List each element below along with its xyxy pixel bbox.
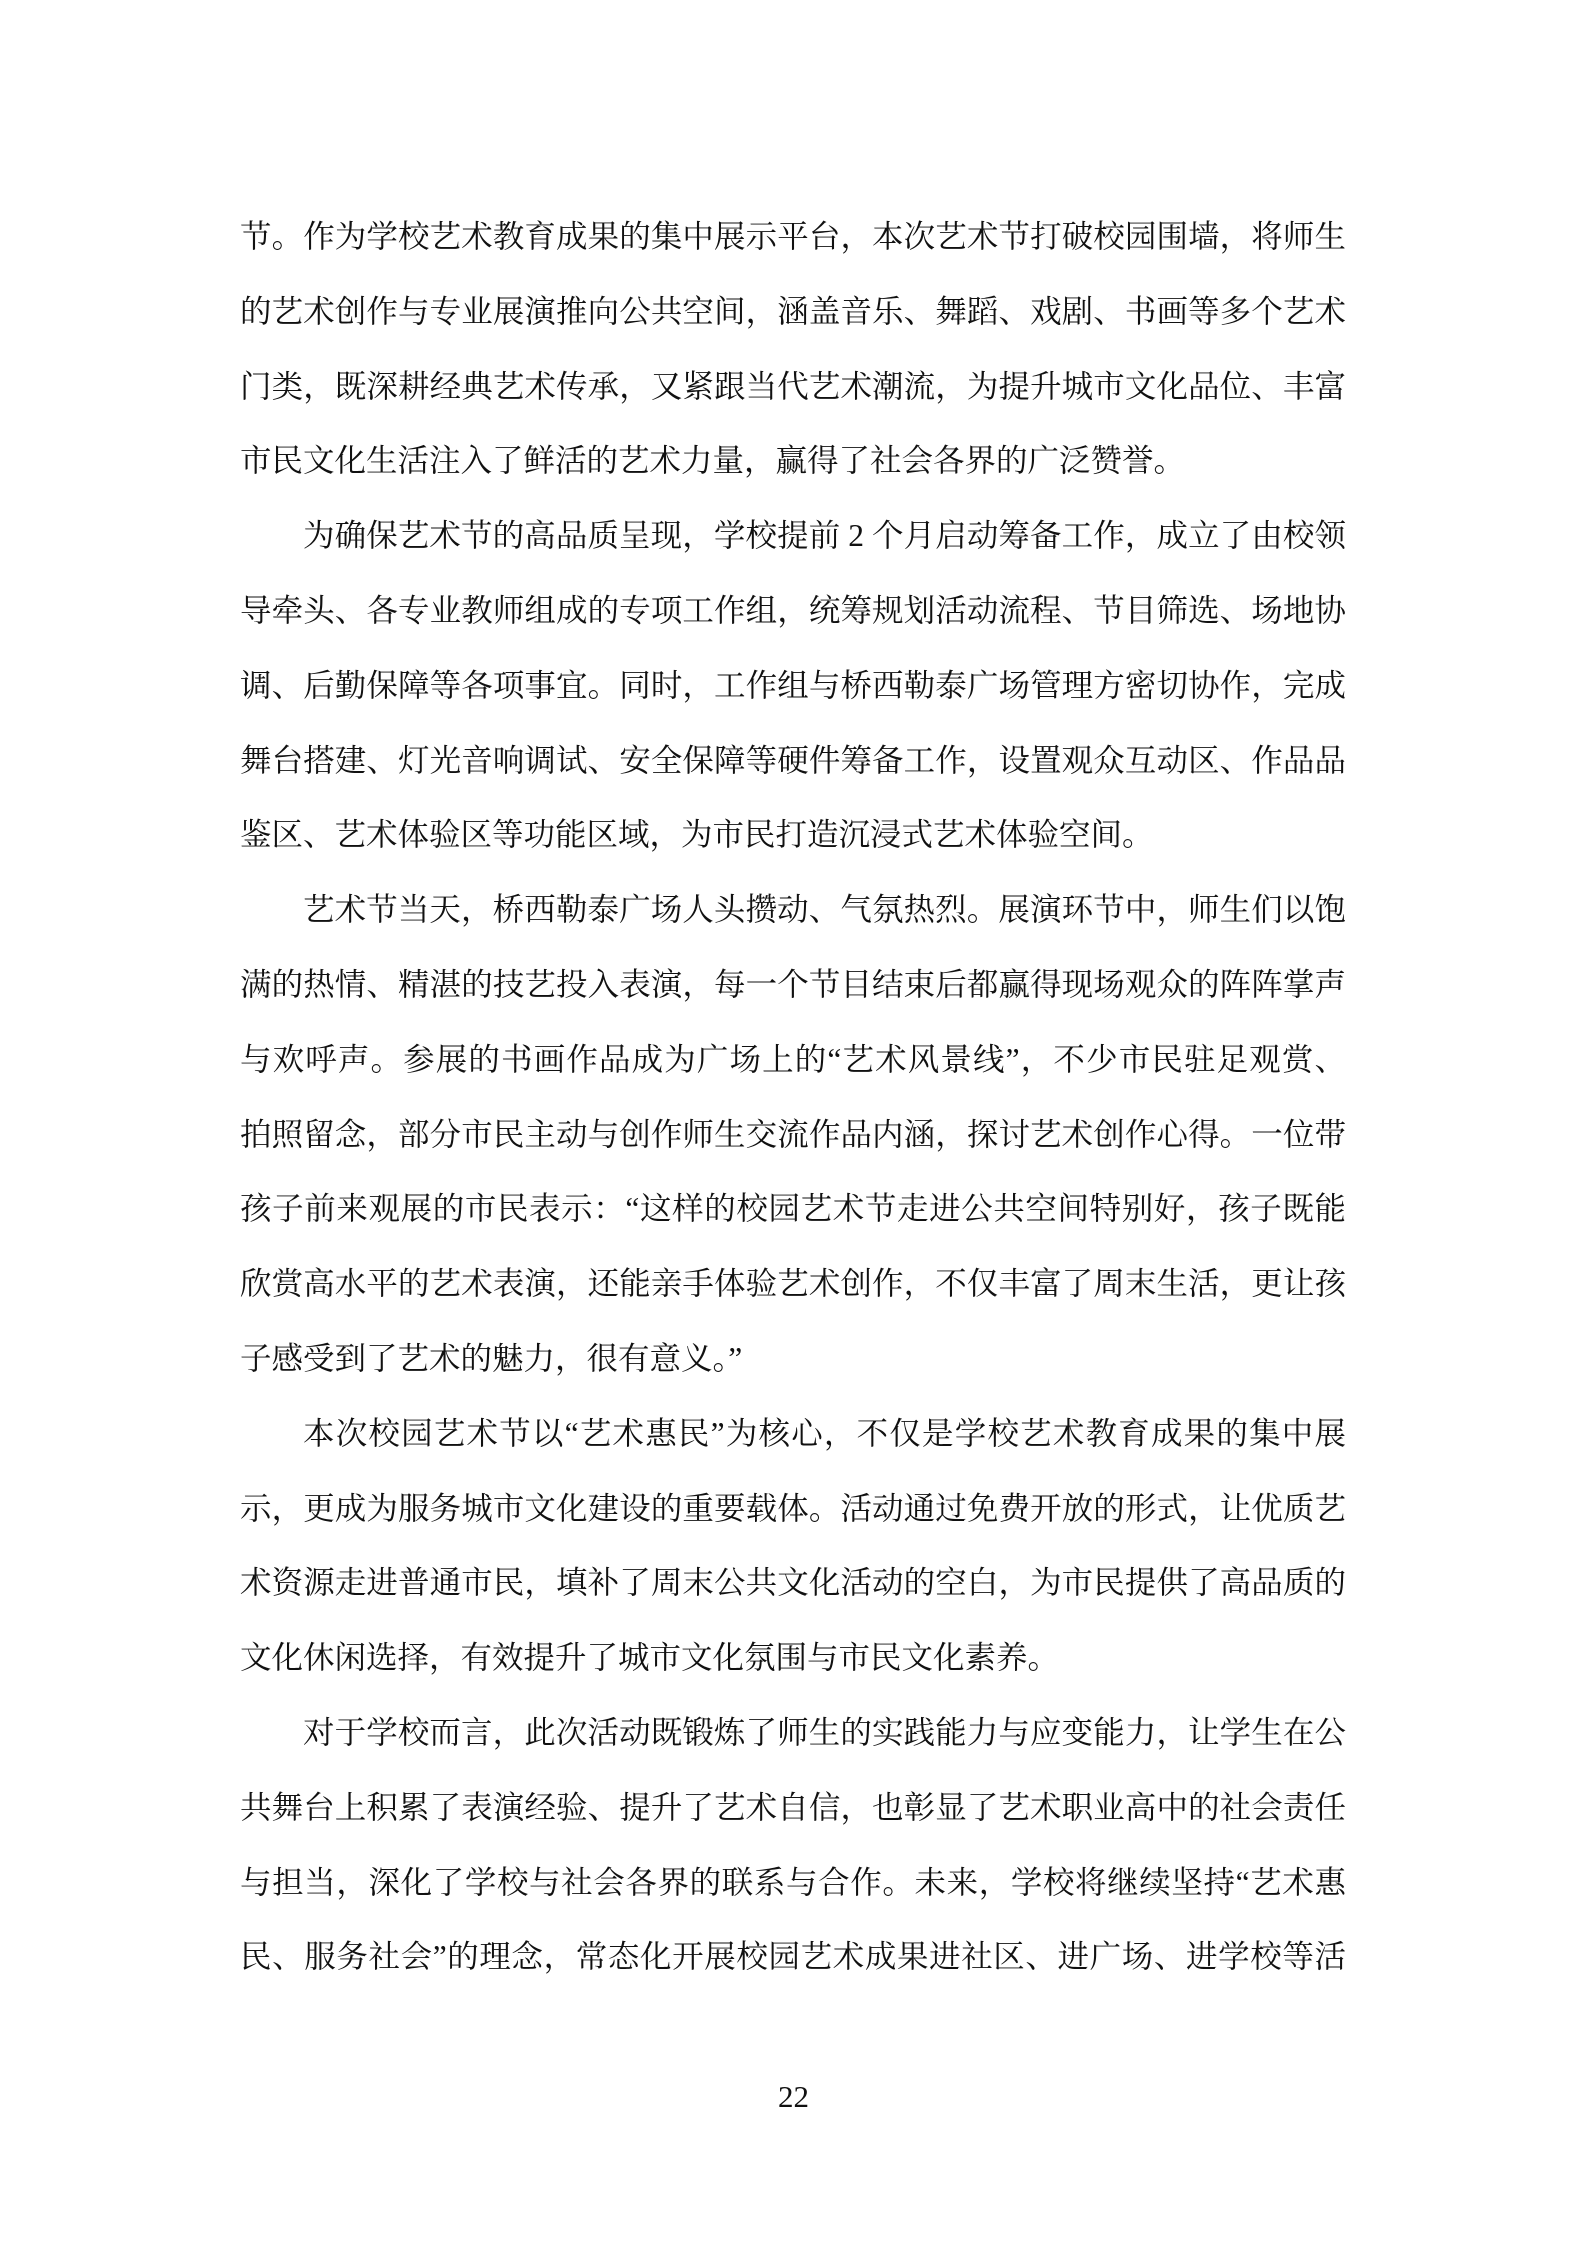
document-body [240,200,1346,1995]
text-line: 市民文化生活注入了鲜活的艺术力量，赢得了社会各界的广泛赞誉。 [240,443,1186,479]
text-line: 子感受到了艺术的魅力，很有意义。” [240,1340,743,1376]
text-line: 对于学校而言，此次活动既锻炼了师生的实践能力与应变能力，让学生在公 [303,1714,1346,1750]
text-line: 艺术节当天，桥西勒泰广场人头攒动、气氛热烈。展演环节中，师生们以饱 [303,892,1346,928]
text-line: 门类，既深耕经典艺术传承，又紧跟当代艺术潮流，为提升城市文化品位、丰富 [240,368,1346,404]
text-line: 调、后勤保障等各项事宜。同时，工作组与桥西勒泰广场管理方密切协作，完成 [240,667,1346,703]
text-line: 与担当，深化了学校与社会各界的联系与合作。未来，学校将继续坚持“艺术惠 [240,1864,1346,1900]
text-line: 鉴区、艺术体验区等功能区域，为市民打造沉浸式艺术体验空间。 [240,817,1154,853]
page-footer [0,2080,1587,2114]
text-line: 为确保艺术节的高品质呈现，学校提前 2 个月启动筹备工作，成立了由校领 [303,518,1346,554]
page-number: 22 [778,2079,809,2114]
text-line: 节。作为学校艺术教育成果的集中展示平台，本次艺术节打破校园围墙，将师生 [240,219,1346,254]
text-line: 拍照留念，部分市民主动与创作师生交流作品内涵，探讨艺术创作心得。一位带 [240,1116,1346,1152]
text-line: 术资源走进普通市民，填补了周末公共文化活动的空白，为市民提供了高品质的 [240,1565,1346,1601]
text-line: 与欢呼声。参展的书画作品成为广场上的“艺术风景线”，不少市民驻足观赏、 [240,1041,1346,1077]
text-line: 文化休闲选择，有效提升了城市文化氛围与市民文化素养。 [240,1640,1060,1676]
text-line: 孩子前来观展的市民表示：“这样的校园艺术节走进公共空间特别好，孩子既能 [240,1191,1346,1227]
text-line: 舞台搭建、灯光音响调试、安全保障等硬件筹备工作，设置观众互动区、作品品 [240,742,1346,778]
text-line: 导牵头、各专业教师组成的专项工作组，统筹规划活动流程、节目筛选、场地协 [240,592,1346,628]
text-line: 示，更成为服务城市文化建设的重要载体。活动通过免费开放的形式，让优质艺 [240,1490,1346,1526]
text-line: 共舞台上积累了表演经验、提升了艺术自信，也彰显了艺术职业高中的社会责任 [240,1789,1346,1825]
text-line: 的艺术创作与专业展演推向公共空间，涵盖音乐、舞蹈、戏剧、书画等多个艺术 [240,293,1346,329]
text-line: 满的热情、精湛的技艺投入表演，每一个节目结束后都赢得现场观众的阵阵掌声 [240,966,1346,1002]
text-line: 民、服务社会”的理念，常态化开展校园艺术成果进社区、进广场、进学校等活 [240,1939,1346,1975]
text-line: 欣赏高水平的艺术表演，还能亲手体验艺术创作，不仅丰富了周末生活，更让孩 [240,1266,1346,1302]
text-line: 本次校园艺术节以“艺术惠民”为核心，不仅是学校艺术教育成果的集中展 [303,1415,1346,1451]
